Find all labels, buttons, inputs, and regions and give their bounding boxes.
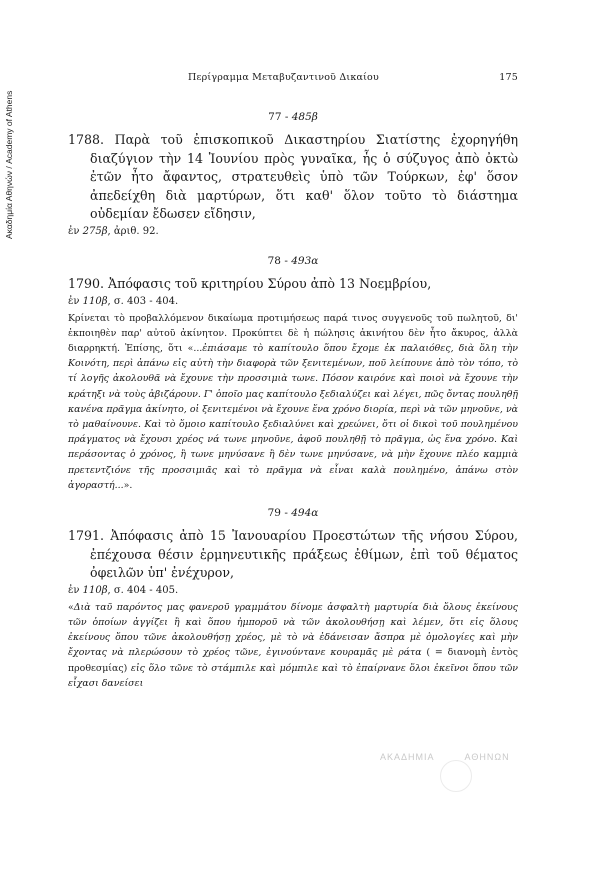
entry-summary-quote: «Διὰ ταῦ παρόντος μας φανεροῦ γραμμάτου δίνομε ἀσφαλτὴ μαρτυρία διὰ ὅλους ἐκείνους τῶν ὁποίων ἀγγίζει ἢ καὶ ὅπου ἠμποροῦ νὰ τῶν ἀκολουθήσῃ καὶ λέμεν, ὅτι εἰς ὅλους ἐκείνους ὅπου τῶνε ἀκολουθήσῃ χρέος, μὲ τὸ νὰ ἐδάνεισαν ἄσπρα μὲ ὁμολογίες καὶ μὴν ἔχοντας νὰ πλερώσουν τὸ χρέος τῶνε, ἐγινούντανε κουραμᾶς μὲ ράτα ( = διανομὴ ἐντὸς προθεσμίας) εἰς ὅλο τῶνε τὸ στάμπιλε καὶ μόμπιλε καὶ τὸ ἐπαίρνανε ὅλοι ἐκεῖνοι ὅπου τῶν εἶχασι δανείσει	[68, 601, 519, 689]
page-body	[68, 72, 518, 691]
running-title: Περίγραμμα Μεταβυζαντινοῦ Δικαίου	[188, 72, 379, 83]
entry-1791: 1791. Ἀπόφασις ἀπὸ 15 Ἰανουαρίου Προεστώτων τῆς νήσου Σύρου, ἐπέχουσα θέσιν ἑρμηνευτικῆς πράξεως ἐθίμων, ἐπὶ τοῦ θέματος ὀφειλῶν ὑπ' ἐνέχυρον,	[68, 528, 518, 581]
running-head	[68, 72, 518, 83]
entry-reference: ἐν 275β, ἀριθ. 92.	[68, 225, 159, 237]
side-stamp: Ακαδημία Αθηνών / Academy of Athens	[4, 90, 14, 240]
entry-summary-quote: Κρίνεται τὸ προβαλλόμενον δικαίωμα προτιμήσεως παρά τινος συγγενοῦς τοῦ πωλητοῦ, δι' ἐκποιηθὲν παρ' αὐτοῦ ἀκίνητον. Προκύπτει δὲ ἡ πώλησις ἀκινήτου δὲν ἦτο ἄκυρος, ἀλλὰ διαρρηκτή. Ἐπίσης, ὅτι «...ἐπιάσαμε τὸ καπίτουλο ὅπου ἔχομε ἐκ παλαιόθες, διὰ ὅλη τὴν Κοινότη, περὶ ἀπάνω εἰς αὐτὴ τὴν διαφορὰ τῶν ξενιτεμένων, ποῦ λείπουνε ἀπὸ τὸν τόπο, τὸ τί λογῆς ἀκολουθᾶ νὰ ἔχουνε τὴν προσσιμιὰ τωνε. Πόσον καιρόνε καὶ ποιοὶ νὰ ἔχουνε τὴν κράτηξι νὰ τοὺς ἀβιζάρουν. Γ' ὁποῖο μας καπίτουλο ξεδιαλύζει καὶ λέγει, πῶς ὄντας πουληθῇ κανένα πρᾶγμα ἀκίνητο, οἱ ξενιτεμένοι νὰ ἔχουνε ἕνα χρόνο διορία, περὶ νὰ τῶν μηνοῦνε, νὰ τὸ μαθαίνουνε. Καὶ τὸ ὅμοιο καπίτουλο ξεδιαλύνει καὶ χρεώνει, ὅτι οἱ δικοὶ τοῦ πουλημένου πράγματος νὰ ἔχουσι χρέος νά τωνε μηνοῦνε, ἀφοῦ πουληθῇ τὸ πρᾶγμα, ὡς ἕνα χρόνο. Καὶ περάσοντας ὁ χρόνος, ἢ τωνε μηνύσανε ἢ δὲν τωνε μηνύσανε, νὰ μὴν ἔχουνε πλέο καμμιὰ πρετεντζιόνε τῆς προσσιμιᾶς καὶ τὸ πρᾶγμα νὰ εἶναι καλὰ πουλημένο, ἀπάνω στὸν ἀγοραστή...».	[68, 312, 518, 491]
page-number: 175	[499, 72, 518, 83]
entry-reference: ἐν 110β, σ. 404 - 405.	[68, 584, 179, 596]
section-heading: 79 - 494α	[267, 507, 319, 519]
watermark-seal-icon	[440, 760, 472, 792]
entry-1790: 1790. Ἀπόφασις τοῦ κριτηρίου Σύρου ἀπὸ 13 Νοεμβρίου,	[68, 275, 432, 291]
entry-reference: ἐν 110β, σ. 403 - 404.	[68, 295, 179, 307]
watermark: ΑΚΑΔΗΜΙΑ ΑΘΗΝΩΝ	[380, 752, 510, 762]
section-heading: 77 - 485β	[268, 111, 318, 123]
section-heading: 78 - 493α	[267, 254, 319, 267]
entry-1788: 1788. Παρὰ τοῦ ἐπισκοπικοῦ Δικαστηρίου Σιατίστης ἐχορηγήθη διαζύγιον τὴν 14 Ἰουνίου πρὸς γυναῖκα, ἧς ὁ σύζυγος ἀπὸ ὀκτὼ ἐτῶν ἦτο ἄφαντος, στρατευθεὶς ὑπὸ τῶν Τούρκων, ἐφ' ὅσον ἀπεδείχθη διὰ μαρτύρων, ὅτι καθ' ὅλον τοῦτο τὸ διάστημα οὐδεμίαν ἔδωσεν εἴδησιν,	[68, 132, 518, 222]
